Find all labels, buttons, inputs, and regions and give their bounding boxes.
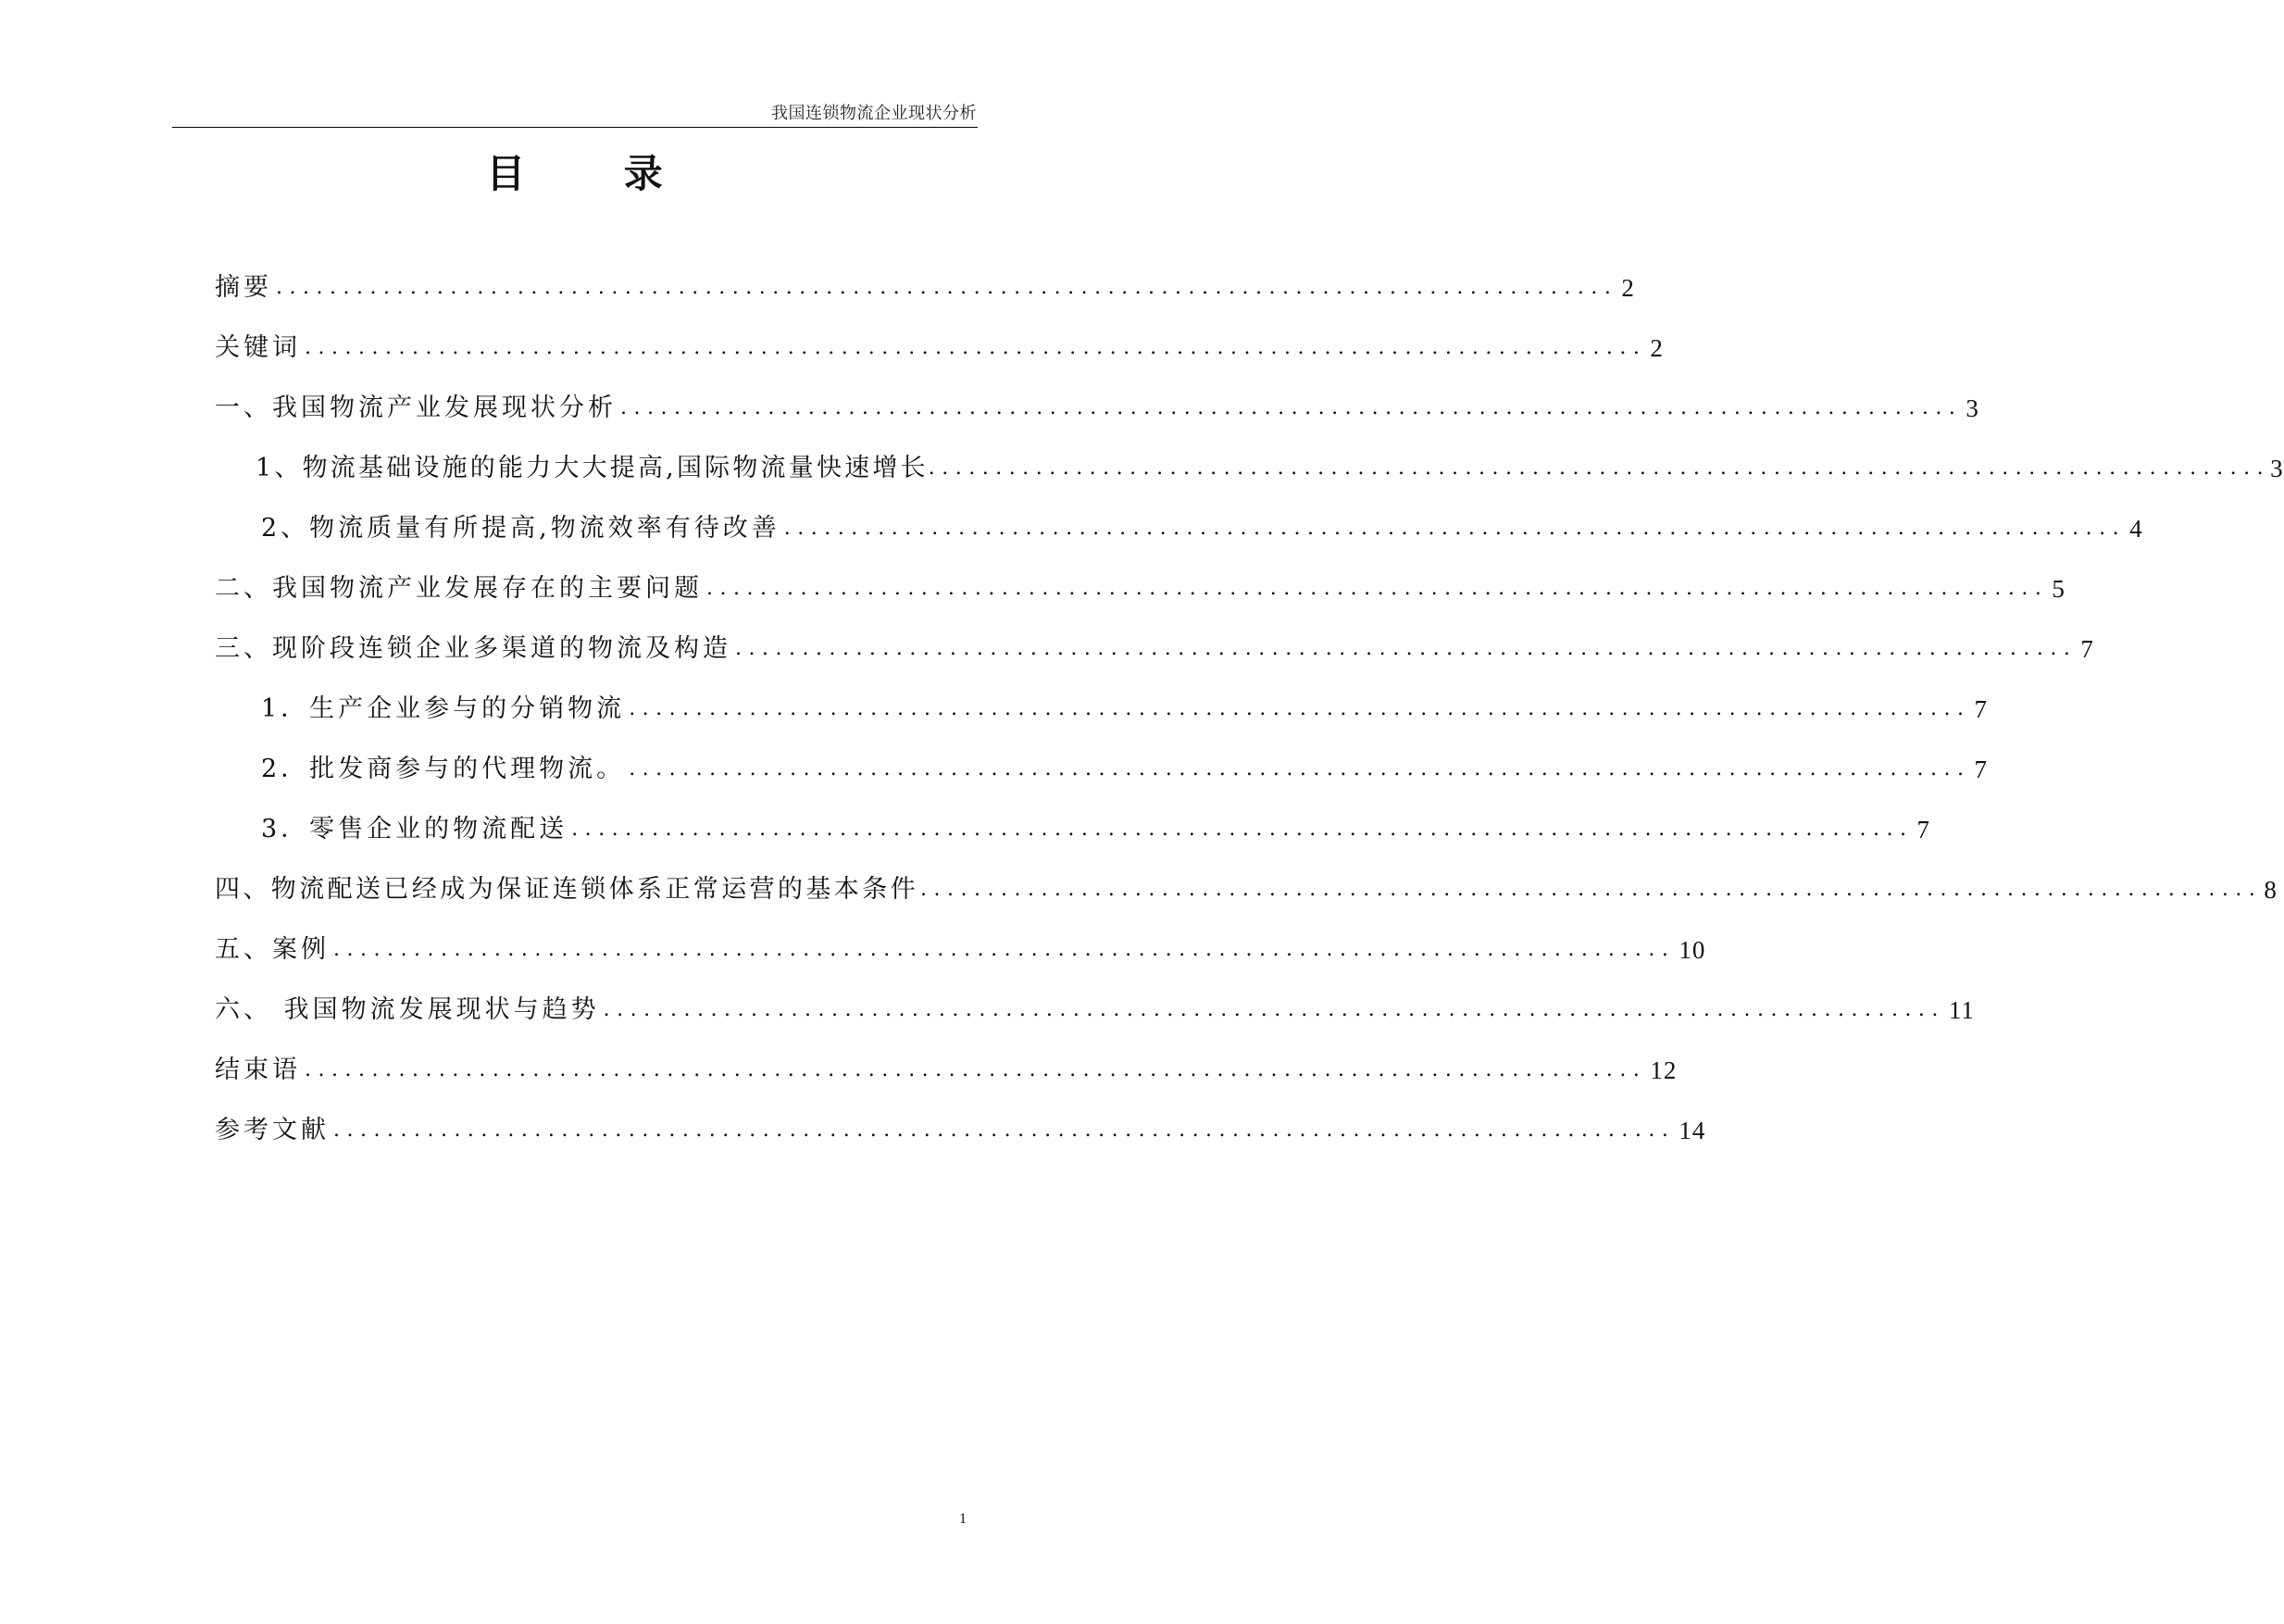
toc-entry-label: 一、我国物流产业发展现状分析 bbox=[215, 394, 617, 422]
toc-entry-section-3-2[interactable] bbox=[215, 748, 1989, 808]
toc-leader-dots: .................................................................................................... bbox=[305, 336, 1647, 359]
toc-leader-dots: .................................................................................................... bbox=[735, 637, 2078, 660]
toc-entry-section-1[interactable] bbox=[215, 387, 1979, 447]
toc-entry-page: 2 bbox=[1621, 274, 1635, 302]
toc-entry-page: 11 bbox=[1948, 996, 1975, 1024]
toc-entry-page: 4 bbox=[2129, 515, 2143, 543]
toc-entry-page: 14 bbox=[1679, 1117, 1706, 1144]
toc-entry-page: 8 bbox=[2264, 876, 2278, 904]
toc-entry-section-4[interactable] bbox=[215, 868, 2278, 929]
toc-entry-section-5[interactable] bbox=[215, 929, 1706, 989]
toc-leader-dots: .................................................................................................... bbox=[333, 938, 1676, 961]
toc-entry-page: 5 bbox=[2052, 575, 2066, 603]
toc-leader-dots: .................................................................................................... bbox=[629, 757, 1971, 781]
header-rule bbox=[172, 127, 978, 128]
toc-leader-dots: .................................................................................................... bbox=[706, 577, 2049, 600]
toc-entry-page: 10 bbox=[1679, 936, 1706, 964]
toc-entry-section-1-2[interactable] bbox=[215, 507, 2143, 568]
toc-entry-label: 2、物流质量有所提高,物流效率有待改善 bbox=[261, 514, 780, 543]
toc-leader-dots: .................................................................................................... bbox=[603, 998, 1945, 1021]
toc-entry-section-3-1[interactable] bbox=[215, 688, 1989, 748]
toc-entry-section-3-3[interactable] bbox=[215, 808, 1931, 868]
toc-leader-dots: .................................................................................................... bbox=[333, 1118, 1676, 1142]
toc-entry-label: 关键词 bbox=[215, 333, 301, 362]
toc-entry-page: 7 bbox=[1974, 756, 1989, 783]
toc-entry-label: 1、物流基础设施的能力大大提高,国际物流量快速增长 bbox=[256, 454, 929, 482]
toc-entry-section-6[interactable] bbox=[215, 989, 1975, 1049]
toc-entry-conclusion[interactable] bbox=[215, 1049, 1678, 1109]
toc-entry-label: 二、我国物流产业发展存在的主要问题 bbox=[215, 574, 703, 603]
toc-entry-page: 2 bbox=[1650, 334, 1664, 362]
toc-leader-dots: .................................................................................................... bbox=[783, 517, 2127, 540]
toc-leader-dots: .................................................................................................... bbox=[920, 878, 2263, 901]
toc-entry-section-1-1[interactable] bbox=[215, 447, 2284, 507]
toc-leader-dots: .................................................................................................... bbox=[571, 818, 1914, 841]
toc-leader-dots: .................................................................................................... bbox=[620, 396, 1963, 419]
toc-list bbox=[215, 267, 2284, 1169]
toc-leader-dots: .................................................................................................... bbox=[305, 1058, 1647, 1081]
toc-entry-label: 五、案例 bbox=[215, 935, 330, 964]
toc-entry-label: 六、 我国物流发展现状与趋势 bbox=[215, 995, 600, 1024]
toc-leader-dots: .................................................................................................... bbox=[276, 276, 1618, 299]
toc-entry-page: 7 bbox=[1916, 816, 1931, 843]
toc-entry-page: 3 bbox=[2270, 455, 2284, 482]
toc-title: 目 录 bbox=[486, 151, 705, 196]
toc-entry-abstract[interactable] bbox=[215, 267, 1635, 327]
toc-leader-dots: .................................................................................................... bbox=[629, 697, 1971, 720]
toc-entry-label: 2．批发商参与的代理物流。 bbox=[261, 755, 626, 783]
toc-entry-keywords[interactable] bbox=[215, 327, 1664, 387]
toc-entry-label: 三、现阶段连锁企业多渠道的物流及构造 bbox=[215, 634, 731, 663]
toc-entry-label: 结束语 bbox=[215, 1056, 301, 1084]
toc-entry-label: 参考文献 bbox=[215, 1116, 330, 1144]
toc-entry-references[interactable] bbox=[215, 1109, 1706, 1169]
toc-leader-dots: .................................................................................................... bbox=[928, 456, 2271, 480]
toc-entry-label: 摘要 bbox=[215, 273, 272, 302]
toc-entry-page: 7 bbox=[1974, 695, 1989, 723]
toc-entry-section-3[interactable] bbox=[215, 628, 2094, 688]
toc-entry-label: 1．生产企业参与的分销物流 bbox=[261, 694, 626, 723]
toc-entry-label: 3．零售企业的物流配送 bbox=[261, 815, 568, 843]
toc-entry-page: 12 bbox=[1650, 1056, 1678, 1084]
toc-entry-label: 四、物流配送已经成为保证连锁体系正常运营的基本条件 bbox=[215, 875, 918, 904]
toc-entry-page: 3 bbox=[1966, 394, 1979, 422]
page-number: 1 bbox=[959, 1511, 967, 1527]
toc-entry-section-2[interactable] bbox=[215, 568, 2066, 628]
running-header: 我国连锁物流企业现状分析 bbox=[771, 104, 977, 123]
toc-entry-page: 7 bbox=[2080, 635, 2094, 663]
